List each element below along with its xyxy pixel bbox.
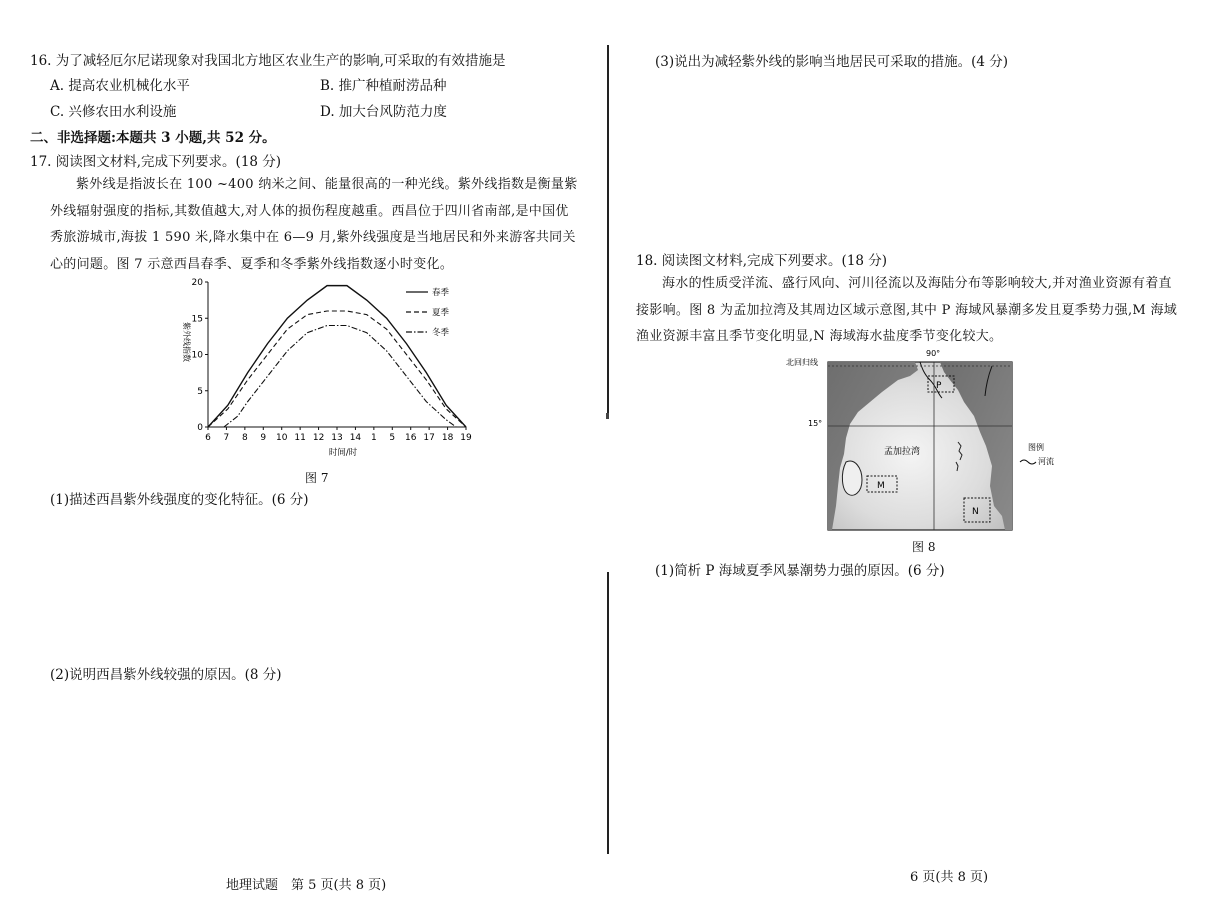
box-n-label: N (972, 507, 979, 517)
figure7-uv-chart (170, 272, 480, 462)
page-divider-bottom (607, 572, 609, 854)
legend-label-1: 春季 (432, 288, 450, 298)
page-footer-left: 地理试题 第 5 页(共 8 页) (226, 878, 387, 893)
y-tick-label: 20 (191, 278, 203, 288)
series-line-1 (208, 286, 466, 427)
series-line-3 (224, 326, 456, 428)
x-tick-label: 13 (331, 433, 343, 443)
box-p-label: P (936, 381, 942, 391)
figure7-caption: 图 7 (305, 471, 329, 485)
y-tick-label: 0 (197, 423, 203, 433)
x-tick-label: 17 (423, 433, 435, 443)
q16-stem: 16. 为了减轻厄尔尼诺现象对我国北方地区农业生产的影响,可采取的有效措施是 (30, 53, 506, 69)
longitude-label: 90° (926, 349, 941, 358)
x-tick-label: 12 (312, 433, 325, 443)
x-tick-label: 14 (349, 433, 362, 443)
q18-material: 海水的性质受洋流、盛行风向、河川径流以及海陆分布等影响较大,并对渔业资源有着直接影响。图 8 为孟加拉湾及其周边区域示意图,其中 P 海域风暴潮多发且夏季势力强,M 海域渔业资源丰富且季节变化明显,N 海域海水盐度季节变化较大。 (636, 276, 1178, 344)
y-tick-label: 15 (191, 314, 203, 325)
x-tick-label: 5 (389, 433, 396, 443)
legend-river-label: 河流 (1038, 457, 1054, 466)
legend-river-symbol (1020, 460, 1036, 464)
x-tick-label: 6 (205, 433, 211, 443)
q17-material: 紫外线是指波长在 100 ~400 纳米之间、能量很高的一种光线。紫外线指数是衡量紫外线辐射强度的指标,其数值越大,对人体的损伤程度越重。西昌位于四川省南部,是中国优秀旅游城市,海拔 1 590 米,降水集中在 6—9 月,紫外线强度是当地居民和外来游客共同关心的问题。图 7 示意西昌春季、夏季和冬季紫外线指数逐小时变化。 (50, 177, 578, 272)
x-tick-label: 16 (404, 433, 417, 443)
page-footer-right: 6 页(共 8 页) (910, 870, 989, 885)
q16-option-a[interactable]: A. 提高农业机械化水平 (50, 78, 190, 94)
q17-stem: 17. 阅读图文材料,完成下列要求。(18 分) (30, 154, 282, 170)
legend-title: 图例 (1028, 443, 1044, 452)
q16-option-d[interactable]: D. 加大台风防范力度 (320, 104, 447, 120)
x-tick-label: 9 (260, 433, 267, 443)
box-m-label: M (877, 481, 885, 491)
x-tick-label: 18 (441, 433, 454, 443)
sea-name-label: 孟加拉湾 (884, 447, 921, 457)
q16-option-c[interactable]: C. 兴修农田水利设施 (50, 104, 177, 120)
legend-label-2: 夏季 (432, 308, 450, 318)
x-tick-label: 11 (294, 433, 306, 443)
q16-option-b[interactable]: B. 推广种植耐涝品种 (320, 78, 447, 94)
y-tick-label: 5 (197, 386, 203, 397)
latitude-label: 15° (808, 419, 823, 428)
tropic-label: 北回归线 (786, 358, 818, 367)
x-tick-label: 19 (460, 433, 472, 443)
page-divider-top (607, 45, 609, 413)
series-line-2 (208, 311, 466, 427)
x-tick-label: 7 (223, 433, 230, 443)
q18-stem: 18. 阅读图文材料,完成下列要求。(18 分) (636, 253, 888, 269)
chart-legend (406, 287, 450, 338)
legend-label-3: 冬季 (432, 328, 450, 338)
q18-sub1: (1)简析 P 海域夏季风暴潮势力强的原因。(6 分) (655, 563, 945, 579)
figure8-caption: 图 8 (912, 540, 936, 554)
y-tick-label: 10 (191, 350, 203, 361)
q17-sub2: (2)说明西昌紫外线较强的原因。(8 分) (50, 667, 282, 683)
x-tick-label: 1 (370, 433, 377, 443)
x-tick-label: 8 (241, 433, 248, 443)
x-tick-label: 10 (275, 433, 288, 443)
y-axis-label: 紫外线指数 (182, 322, 191, 362)
figure8-bay-of-bengal-map (780, 346, 1060, 536)
x-axis-label: 时间/时 (328, 448, 358, 458)
q17-sub1: (1)描述西昌紫外线强度的变化特征。(6 分) (50, 492, 309, 508)
section-heading-nonchoice: 二、非选择题:本题共 3 小题,共 52 分。 (30, 130, 276, 146)
chart-axes (208, 282, 466, 427)
q17-sub3: (3)说出为减轻紫外线的影响当地居民可采取的措施。(4 分) (655, 54, 1009, 70)
divider-mark (606, 413, 609, 419)
